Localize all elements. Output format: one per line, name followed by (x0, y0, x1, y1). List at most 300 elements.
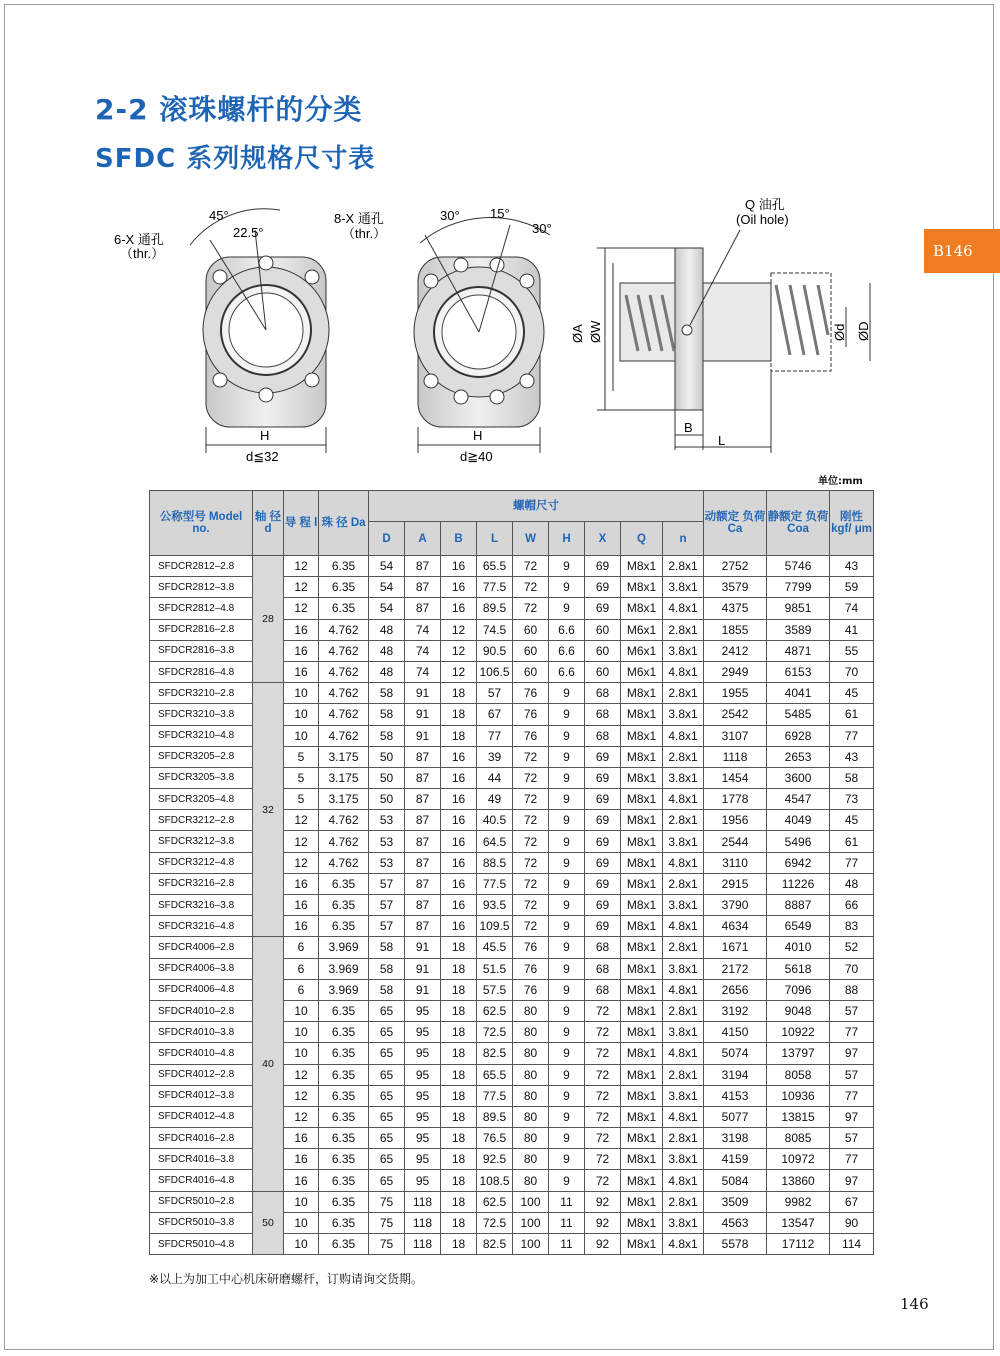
value-cell: 58 (369, 979, 405, 1000)
footnote: ※以上为加工中心机床研磨螺杆，订购请询交货期。 (149, 1272, 424, 1286)
value-cell: 60 (585, 619, 621, 640)
model-cell: SFDCR3216–3.8 (150, 895, 253, 916)
value-cell: 18 (441, 725, 477, 746)
value-cell: M8x1 (621, 979, 663, 1000)
value-cell: 2412 (704, 640, 767, 661)
value-cell: 65 (369, 1128, 405, 1149)
value-cell: 87 (405, 895, 441, 916)
model-cell: SFDCR3212–2.8 (150, 810, 253, 831)
dim-b-label: B (684, 420, 693, 435)
value-cell: 45 (830, 810, 874, 831)
value-cell: 5485 (767, 704, 830, 725)
value-cell: 12 (441, 619, 477, 640)
value-cell: M8x1 (621, 873, 663, 894)
value-cell: 9 (549, 746, 585, 767)
table-title: SFDC 系列规格尺寸表 (95, 144, 376, 174)
value-cell: 76 (513, 979, 549, 1000)
unit-label: 单位:mm (818, 476, 863, 487)
value-cell: 77 (477, 725, 513, 746)
value-cell: 18 (441, 958, 477, 979)
value-cell: 4.762 (319, 661, 369, 682)
value-cell: 76 (513, 704, 549, 725)
value-cell: 1454 (704, 767, 767, 788)
value-cell: 16 (284, 619, 319, 640)
value-cell: 69 (585, 767, 621, 788)
value-cell: 82.5 (477, 1043, 513, 1064)
value-cell: 2.8x1 (663, 873, 704, 894)
value-cell: 6.35 (319, 873, 369, 894)
value-cell: 55 (830, 640, 874, 661)
value-cell: 118 (405, 1191, 441, 1212)
value-cell: 4871 (767, 640, 830, 661)
value-cell: M8x1 (621, 831, 663, 852)
value-cell: 4.8x1 (663, 661, 704, 682)
value-cell: 2653 (767, 746, 830, 767)
value-cell: 100 (513, 1191, 549, 1212)
value-cell: 3509 (704, 1191, 767, 1212)
table-row (150, 556, 874, 577)
value-cell: 9 (549, 810, 585, 831)
value-cell: 18 (441, 937, 477, 958)
value-cell: M8x1 (621, 683, 663, 704)
value-cell: M8x1 (621, 1191, 663, 1212)
value-cell: 65 (369, 1043, 405, 1064)
value-cell: 12 (284, 852, 319, 873)
value-cell: M8x1 (621, 725, 663, 746)
condition-middle: d≧40 (460, 449, 493, 464)
value-cell: 92 (585, 1212, 621, 1233)
value-cell: 16 (441, 556, 477, 577)
value-cell: 18 (441, 1149, 477, 1170)
value-cell: 6.6 (549, 640, 585, 661)
value-cell: 9 (549, 873, 585, 894)
value-cell: 57 (830, 1064, 874, 1085)
value-cell: 10 (284, 1212, 319, 1233)
value-cell: 4.8x1 (663, 852, 704, 873)
value-cell: 16 (284, 661, 319, 682)
value-cell: 4.762 (319, 831, 369, 852)
value-cell: M8x1 (621, 1234, 663, 1255)
value-cell: M8x1 (621, 1212, 663, 1233)
value-cell: M8x1 (621, 937, 663, 958)
value-cell: 95 (405, 1043, 441, 1064)
value-cell: 1778 (704, 789, 767, 810)
value-cell: 2.8x1 (663, 746, 704, 767)
value-cell: 10 (284, 704, 319, 725)
value-cell: 12 (284, 556, 319, 577)
value-cell: 6 (284, 958, 319, 979)
value-cell: 10 (284, 1022, 319, 1043)
value-cell: 6.35 (319, 1191, 369, 1212)
value-cell: 6 (284, 979, 319, 1000)
value-cell: 3.969 (319, 937, 369, 958)
nut-side-view (570, 197, 871, 453)
value-cell: 39 (477, 746, 513, 767)
value-cell: 72 (513, 598, 549, 619)
model-cell: SFDCR2812–4.8 (150, 598, 253, 619)
value-cell: 87 (405, 577, 441, 598)
value-cell: 4375 (704, 598, 767, 619)
value-cell: 72 (585, 1022, 621, 1043)
header-dim: A (405, 522, 441, 556)
value-cell: 91 (405, 979, 441, 1000)
value-cell: 43 (830, 556, 874, 577)
value-cell: 57 (369, 895, 405, 916)
value-cell: 72 (513, 873, 549, 894)
value-cell: 11 (549, 1234, 585, 1255)
header-dim: B (441, 522, 477, 556)
value-cell: M8x1 (621, 598, 663, 619)
value-cell: 41 (830, 619, 874, 640)
model-cell: SFDCR5010–2.8 (150, 1191, 253, 1212)
model-cell: SFDCR4006–4.8 (150, 979, 253, 1000)
value-cell: 6.35 (319, 1128, 369, 1149)
value-cell: M8x1 (621, 1043, 663, 1064)
shaft-diameter-cell: 28 (253, 556, 284, 683)
value-cell: 16 (441, 767, 477, 788)
value-cell: 97 (830, 1170, 874, 1191)
dim-a-label: ØA (570, 324, 585, 343)
value-cell: 11226 (767, 873, 830, 894)
value-cell: 16 (441, 916, 477, 937)
value-cell: 4.8x1 (663, 1170, 704, 1191)
value-cell: 3600 (767, 767, 830, 788)
value-cell: 62.5 (477, 1000, 513, 1021)
page-number: 146 (900, 1295, 929, 1313)
table-row (150, 937, 874, 958)
value-cell: 69 (585, 916, 621, 937)
value-cell: 13815 (767, 1106, 830, 1127)
value-cell: 100 (513, 1234, 549, 1255)
shaft-diameter-cell: 40 (253, 937, 284, 1191)
value-cell: 2544 (704, 831, 767, 852)
value-cell: 9 (549, 598, 585, 619)
value-cell: 53 (369, 831, 405, 852)
value-cell: 91 (405, 937, 441, 958)
value-cell: 18 (441, 1191, 477, 1212)
flange-drawing-small (114, 208, 329, 464)
header-dynamic-load: 动额定 负荷 Ca (704, 491, 767, 556)
value-cell: 77.5 (477, 873, 513, 894)
technical-drawings (100, 195, 900, 470)
value-cell: 72.5 (477, 1022, 513, 1043)
header-nut-group: 螺帽尺寸 (369, 491, 704, 522)
value-cell: 114 (830, 1234, 874, 1255)
model-cell: SFDCR5010–4.8 (150, 1234, 253, 1255)
value-cell: 5 (284, 767, 319, 788)
value-cell: 16 (441, 577, 477, 598)
value-cell: 91 (405, 725, 441, 746)
value-cell: 9 (549, 895, 585, 916)
value-cell: 92.5 (477, 1149, 513, 1170)
value-cell: 12 (441, 640, 477, 661)
header-dim: D (369, 522, 405, 556)
value-cell: 16 (441, 831, 477, 852)
value-cell: 80 (513, 1106, 549, 1127)
value-cell: 77 (830, 1022, 874, 1043)
value-cell: 57 (369, 916, 405, 937)
angle-15-label: 15° (490, 206, 510, 221)
value-cell: 72 (513, 831, 549, 852)
value-cell: 95 (405, 1064, 441, 1085)
model-cell: SFDCR4016–3.8 (150, 1149, 253, 1170)
value-cell: 58 (369, 683, 405, 704)
model-cell: SFDCR3212–3.8 (150, 831, 253, 852)
model-cell: SFDCR4010–2.8 (150, 1000, 253, 1021)
value-cell: 80 (513, 1149, 549, 1170)
value-cell: 45.5 (477, 937, 513, 958)
header-dim: X (585, 522, 621, 556)
value-cell: 9 (549, 556, 585, 577)
value-cell: 72 (585, 1149, 621, 1170)
value-cell: 18 (441, 1128, 477, 1149)
value-cell: 4.762 (319, 619, 369, 640)
value-cell: 6.35 (319, 556, 369, 577)
value-cell: 2.8x1 (663, 1128, 704, 1149)
value-cell: 18 (441, 1170, 477, 1191)
value-cell: 90 (830, 1212, 874, 1233)
value-cell: 80 (513, 1170, 549, 1191)
model-cell: SFDCR3210–4.8 (150, 725, 253, 746)
value-cell: 69 (585, 556, 621, 577)
value-cell: 18 (441, 1043, 477, 1064)
value-cell: 68 (585, 937, 621, 958)
value-cell: 91 (405, 958, 441, 979)
value-cell: 44 (477, 767, 513, 788)
value-cell: 60 (513, 661, 549, 682)
value-cell: 16 (284, 916, 319, 937)
value-cell: 3790 (704, 895, 767, 916)
value-cell: 72 (513, 895, 549, 916)
value-cell: M6x1 (621, 619, 663, 640)
value-cell: 72 (513, 852, 549, 873)
value-cell: 9 (549, 1106, 585, 1127)
value-cell: 1956 (704, 810, 767, 831)
value-cell: 4159 (704, 1149, 767, 1170)
value-cell: 3.8x1 (663, 577, 704, 598)
value-cell: 5618 (767, 958, 830, 979)
value-cell: 77.5 (477, 577, 513, 598)
value-cell: 8058 (767, 1064, 830, 1085)
value-cell: 9 (549, 1043, 585, 1064)
value-cell: 69 (585, 852, 621, 873)
value-cell: 72.5 (477, 1212, 513, 1233)
value-cell: 64.5 (477, 831, 513, 852)
value-cell: M8x1 (621, 852, 663, 873)
value-cell: 48 (369, 619, 405, 640)
angle-30-label-a: 30° (440, 208, 460, 223)
value-cell: 9 (549, 704, 585, 725)
value-cell: 1118 (704, 746, 767, 767)
value-cell: 45 (830, 683, 874, 704)
value-cell: 90.5 (477, 640, 513, 661)
value-cell: 2.8x1 (663, 556, 704, 577)
value-cell: M8x1 (621, 704, 663, 725)
value-cell: 70 (830, 958, 874, 979)
value-cell: M8x1 (621, 1128, 663, 1149)
value-cell: 40.5 (477, 810, 513, 831)
width-h-middle: H (473, 428, 483, 443)
section-heading: 2-2 滚珠螺杆的分类 (95, 93, 363, 126)
value-cell: 77 (830, 1149, 874, 1170)
value-cell: 16 (441, 746, 477, 767)
value-cell: 5077 (704, 1106, 767, 1127)
value-cell: 3589 (767, 619, 830, 640)
value-cell: 3.969 (319, 958, 369, 979)
value-cell: 93.5 (477, 895, 513, 916)
value-cell: 16 (441, 789, 477, 810)
value-cell: 5 (284, 789, 319, 810)
value-cell: 3.175 (319, 746, 369, 767)
value-cell: 68 (585, 683, 621, 704)
model-cell: SFDCR2816–4.8 (150, 661, 253, 682)
value-cell: 72 (585, 1128, 621, 1149)
value-cell: 16 (284, 1128, 319, 1149)
value-cell: 9 (549, 725, 585, 746)
value-cell: 65.5 (477, 1064, 513, 1085)
model-cell: SFDCR3210–3.8 (150, 704, 253, 725)
value-cell: 6.35 (319, 577, 369, 598)
value-cell: 18 (441, 683, 477, 704)
value-cell: 91 (405, 704, 441, 725)
value-cell: 89.5 (477, 1106, 513, 1127)
value-cell: 3579 (704, 577, 767, 598)
header-dim: n (663, 522, 704, 556)
value-cell: 6.35 (319, 1064, 369, 1085)
value-cell: 12 (441, 661, 477, 682)
header-ball: 珠 径 Da (319, 491, 369, 556)
value-cell: 9 (549, 1149, 585, 1170)
value-cell: 4.762 (319, 725, 369, 746)
value-cell: 4.762 (319, 683, 369, 704)
value-cell: 68 (585, 704, 621, 725)
value-cell: 95 (405, 1022, 441, 1043)
value-cell: 1671 (704, 937, 767, 958)
value-cell: 54 (369, 598, 405, 619)
value-cell: 61 (830, 831, 874, 852)
value-cell: 9 (549, 577, 585, 598)
value-cell: 4.762 (319, 810, 369, 831)
value-cell: 49 (477, 789, 513, 810)
value-cell: 95 (405, 1085, 441, 1106)
value-cell: 69 (585, 831, 621, 852)
value-cell: 65 (369, 1149, 405, 1170)
value-cell: 8085 (767, 1128, 830, 1149)
value-cell: 80 (513, 1043, 549, 1064)
value-cell: 18 (441, 1085, 477, 1106)
value-cell: 2.8x1 (663, 619, 704, 640)
value-cell: 65 (369, 1085, 405, 1106)
condition-left: d≦32 (246, 449, 279, 464)
value-cell: 95 (405, 1128, 441, 1149)
value-cell: 87 (405, 810, 441, 831)
value-cell: 4.8x1 (663, 1106, 704, 1127)
value-cell: 2752 (704, 556, 767, 577)
value-cell: 18 (441, 1106, 477, 1127)
value-cell: 50 (369, 789, 405, 810)
value-cell: 92 (585, 1234, 621, 1255)
value-cell: 10936 (767, 1085, 830, 1106)
value-cell: 6 (284, 937, 319, 958)
value-cell: 6.35 (319, 916, 369, 937)
value-cell: 69 (585, 873, 621, 894)
value-cell: 12 (284, 1106, 319, 1127)
value-cell: 65 (369, 1106, 405, 1127)
value-cell: M8x1 (621, 810, 663, 831)
value-cell: 88 (830, 979, 874, 1000)
value-cell: M8x1 (621, 1022, 663, 1043)
value-cell: 75 (369, 1234, 405, 1255)
value-cell: 87 (405, 767, 441, 788)
value-cell: 6.35 (319, 1043, 369, 1064)
model-cell: SFDCR3205–4.8 (150, 789, 253, 810)
value-cell: 95 (405, 1149, 441, 1170)
thr-label-left: （thr.） (120, 246, 165, 261)
value-cell: 6.35 (319, 1170, 369, 1191)
value-cell: 3.8x1 (663, 958, 704, 979)
value-cell: 67 (830, 1191, 874, 1212)
value-cell: 69 (585, 598, 621, 619)
model-cell: SFDCR4016–4.8 (150, 1170, 253, 1191)
value-cell: 58 (369, 958, 405, 979)
value-cell: 16 (284, 1149, 319, 1170)
value-cell: 106.5 (477, 661, 513, 682)
value-cell: 118 (405, 1212, 441, 1233)
value-cell: 69 (585, 577, 621, 598)
value-cell: 68 (585, 958, 621, 979)
value-cell: 60 (513, 640, 549, 661)
value-cell: 5 (284, 746, 319, 767)
model-cell: SFDCR2812–3.8 (150, 577, 253, 598)
value-cell: 58 (830, 767, 874, 788)
value-cell: 10922 (767, 1022, 830, 1043)
value-cell: 18 (441, 1212, 477, 1233)
value-cell: 48 (830, 873, 874, 894)
model-cell: SFDCR3205–2.8 (150, 746, 253, 767)
value-cell: 95 (405, 1170, 441, 1191)
value-cell: 10 (284, 1000, 319, 1021)
dim-l-label: L (718, 433, 726, 448)
value-cell: 6.35 (319, 1022, 369, 1043)
value-cell: 12 (284, 831, 319, 852)
model-cell: SFDCR5010–3.8 (150, 1212, 253, 1233)
oil-hole-en-label: (Oil hole) (736, 212, 789, 227)
value-cell: 6.35 (319, 895, 369, 916)
value-cell: 2172 (704, 958, 767, 979)
value-cell: 72 (513, 577, 549, 598)
value-cell: 3.8x1 (663, 895, 704, 916)
value-cell: 9 (549, 916, 585, 937)
angle-30-label-b: 30° (532, 221, 552, 236)
value-cell: 2.8x1 (663, 683, 704, 704)
value-cell: 10 (284, 1234, 319, 1255)
value-cell: 108.5 (477, 1170, 513, 1191)
value-cell: 4563 (704, 1212, 767, 1233)
value-cell: 60 (585, 661, 621, 682)
value-cell: 3.8x1 (663, 1085, 704, 1106)
value-cell: M8x1 (621, 1000, 663, 1021)
value-cell: 3.8x1 (663, 1212, 704, 1233)
value-cell: 77 (830, 725, 874, 746)
value-cell: 58 (369, 704, 405, 725)
value-cell: M8x1 (621, 556, 663, 577)
value-cell: M8x1 (621, 958, 663, 979)
value-cell: 57.5 (477, 979, 513, 1000)
value-cell: 57 (369, 873, 405, 894)
value-cell: 18 (441, 1234, 477, 1255)
value-cell: 18 (441, 704, 477, 725)
value-cell: 58 (369, 725, 405, 746)
